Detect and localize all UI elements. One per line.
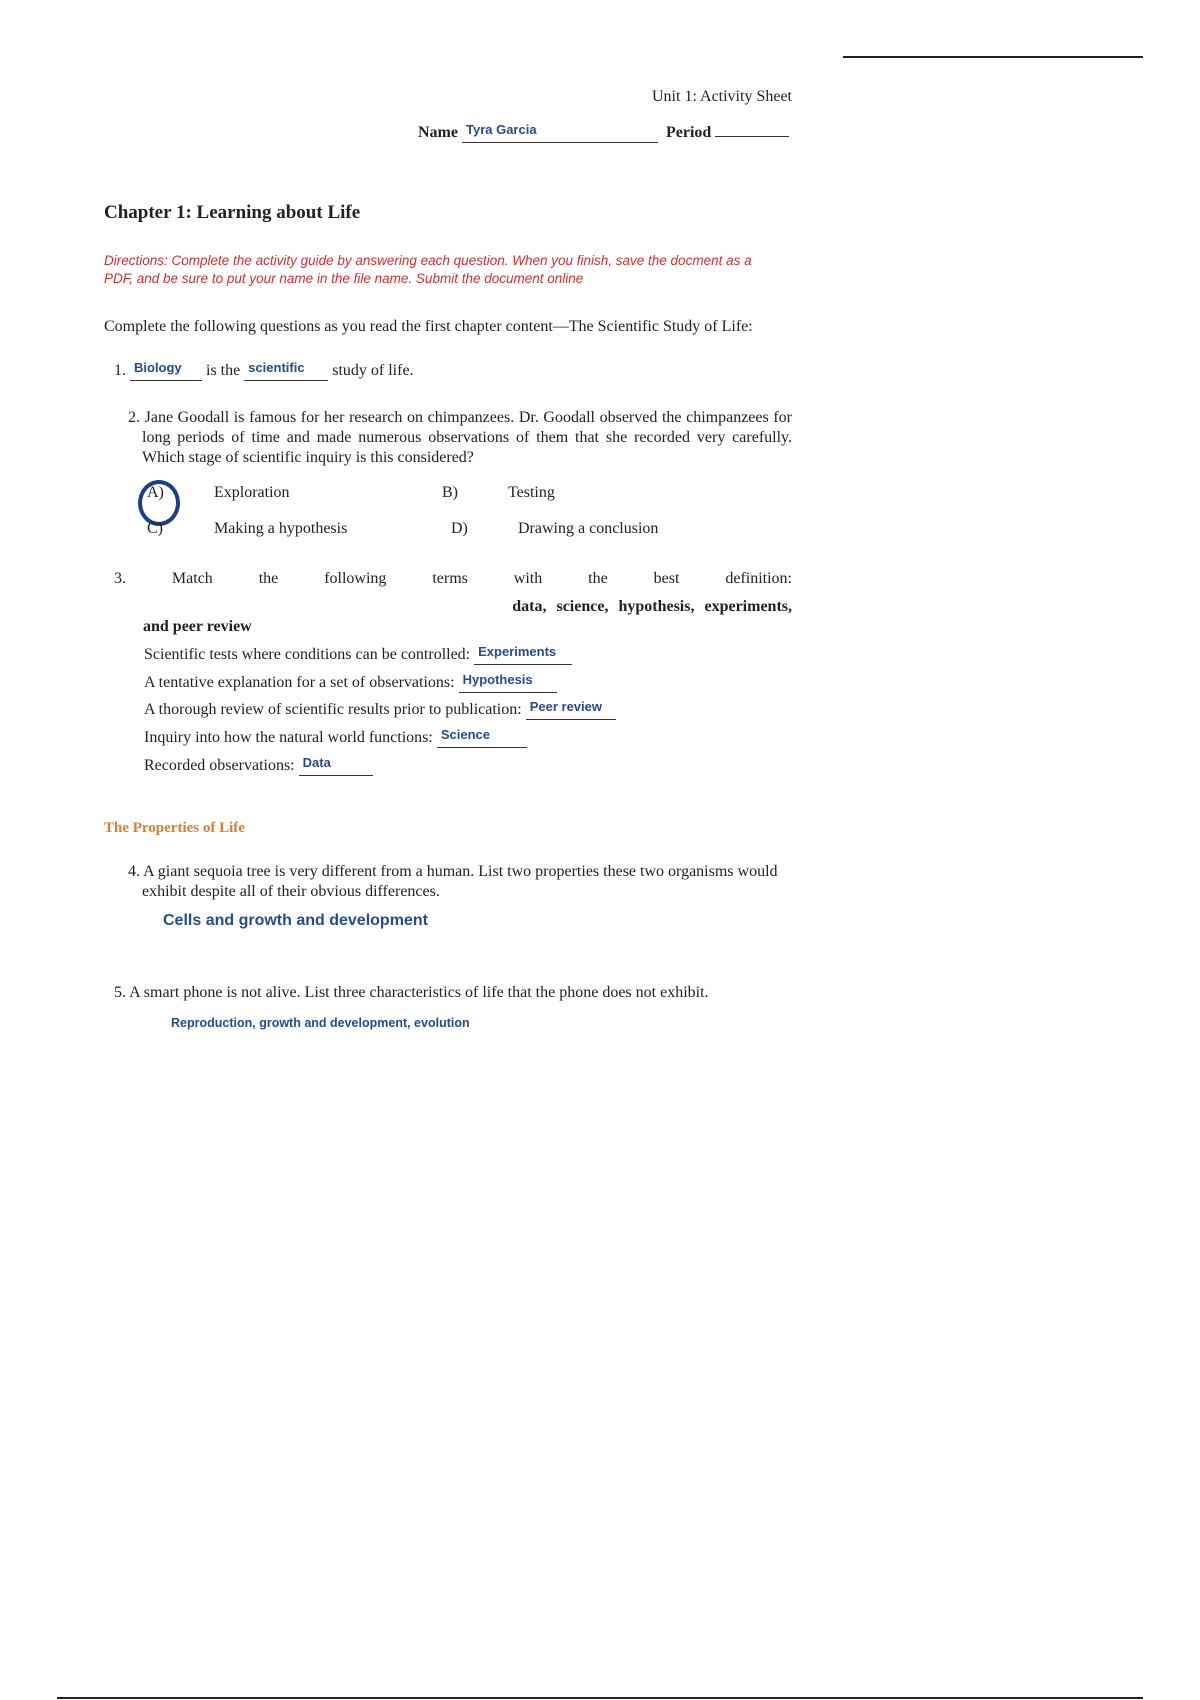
question-4 xyxy=(114,862,792,902)
q1-mid-text: is the xyxy=(206,362,241,379)
match-item xyxy=(144,674,557,693)
q5-number: 5. xyxy=(114,984,126,1001)
match-blank[interactable] xyxy=(299,757,373,776)
unit-label: Unit 1: Activity Sheet xyxy=(652,88,792,105)
question-2 xyxy=(114,408,792,468)
q1-answer-2: scientific xyxy=(248,360,305,375)
section-title-properties: The Properties of Life xyxy=(104,820,245,836)
bottom-rule xyxy=(57,1697,1143,1699)
q4-text: A giant sequoia tree is very different from a human. List two properties these two organisms would exhibit despite all of their obvious differences. xyxy=(142,863,778,900)
q1-blank-2[interactable] xyxy=(244,362,328,381)
directions-text: Directions: Complete the activity guide by answering each question. When you finish, save the docment as a PDF, and be sure to put your name in the file name. Submit the document online xyxy=(104,253,752,286)
option-a-letter: A) xyxy=(147,484,164,501)
q3-word: the xyxy=(258,570,279,587)
q3-number: 3. xyxy=(114,570,126,587)
q3-word: terms xyxy=(432,570,468,587)
match-prompt: Recorded observations: xyxy=(144,757,295,774)
option-b-letter: B) xyxy=(442,484,458,501)
match-answer: Experiments xyxy=(478,644,557,659)
q3-word: Match xyxy=(171,570,213,587)
top-rule xyxy=(843,56,1143,58)
match-item xyxy=(144,757,373,776)
match-item xyxy=(144,646,572,665)
match-prompt: A tentative explanation for a set of observations: xyxy=(144,674,455,691)
option-d-letter: D) xyxy=(451,520,468,537)
option-a-text[interactable]: Exploration xyxy=(214,484,290,501)
question-1 xyxy=(114,362,414,381)
question-3-header xyxy=(114,570,792,588)
match-answer: Data xyxy=(302,755,331,770)
name-field[interactable] xyxy=(462,124,658,143)
name-period-line xyxy=(418,124,789,143)
question-5 xyxy=(114,984,709,1002)
q3-word: definition: xyxy=(725,570,792,587)
q4-answer[interactable]: Cells and growth and development xyxy=(163,912,428,929)
match-item xyxy=(144,701,616,720)
period-label: Period xyxy=(665,124,712,141)
q4-number: 4. xyxy=(128,863,140,880)
match-prompt: A thorough review of scientific results prior to publication: xyxy=(144,701,522,718)
q1-answer-1: Biology xyxy=(134,360,182,375)
option-c-letter: C) xyxy=(147,520,163,537)
name-value: Tyra Garcia xyxy=(465,122,537,137)
match-answer: Science xyxy=(440,727,490,742)
chapter-title: Chapter 1: Learning about Life xyxy=(104,202,361,223)
option-c-text[interactable]: Making a hypothesis xyxy=(214,520,348,537)
match-blank[interactable] xyxy=(474,646,572,665)
q3-terms-list-end: and peer review xyxy=(143,618,252,635)
q1-blank-1[interactable] xyxy=(130,362,202,381)
option-b-text[interactable]: Testing xyxy=(508,484,555,501)
match-answer: Peer review xyxy=(529,699,602,714)
match-blank[interactable] xyxy=(526,701,616,720)
match-item xyxy=(144,729,527,748)
match-blank[interactable] xyxy=(437,729,527,748)
q5-text: A smart phone is not alive. List three characteristics of life that the phone does not exhibit. xyxy=(129,984,709,1001)
q1-number: 1. xyxy=(114,362,126,379)
option-d-text[interactable]: Drawing a conclusion xyxy=(518,520,659,537)
q2-text: Jane Goodall is famous for her research on chimpanzees. Dr. Goodall observed the chimpanzees for long periods of time and made numerous observations of them that she recorded very carefully. Which stage of scientific inquiry is this considered? xyxy=(142,409,792,466)
intro-text: Complete the following questions as you read the first chapter content—The Scientific Study of Life: xyxy=(104,318,753,335)
q3-word: best xyxy=(653,570,680,587)
q3-word: following xyxy=(324,570,387,587)
q3-terms-list: data, science, hypothesis, experiments, xyxy=(512,598,792,615)
period-field[interactable] xyxy=(715,136,789,137)
q3-word: with xyxy=(513,570,543,587)
match-prompt: Scientific tests where conditions can be controlled: xyxy=(144,646,471,663)
q1-end-text: study of life. xyxy=(332,362,414,379)
match-prompt: Inquiry into how the natural world functions: xyxy=(144,729,433,746)
q5-answer[interactable]: Reproduction, growth and development, evolution xyxy=(171,1016,470,1030)
q2-number: 2. xyxy=(128,409,140,426)
q3-word: the xyxy=(588,570,608,587)
match-blank[interactable] xyxy=(459,674,557,693)
match-answer: Hypothesis xyxy=(462,672,533,687)
name-label: Name xyxy=(418,124,458,141)
